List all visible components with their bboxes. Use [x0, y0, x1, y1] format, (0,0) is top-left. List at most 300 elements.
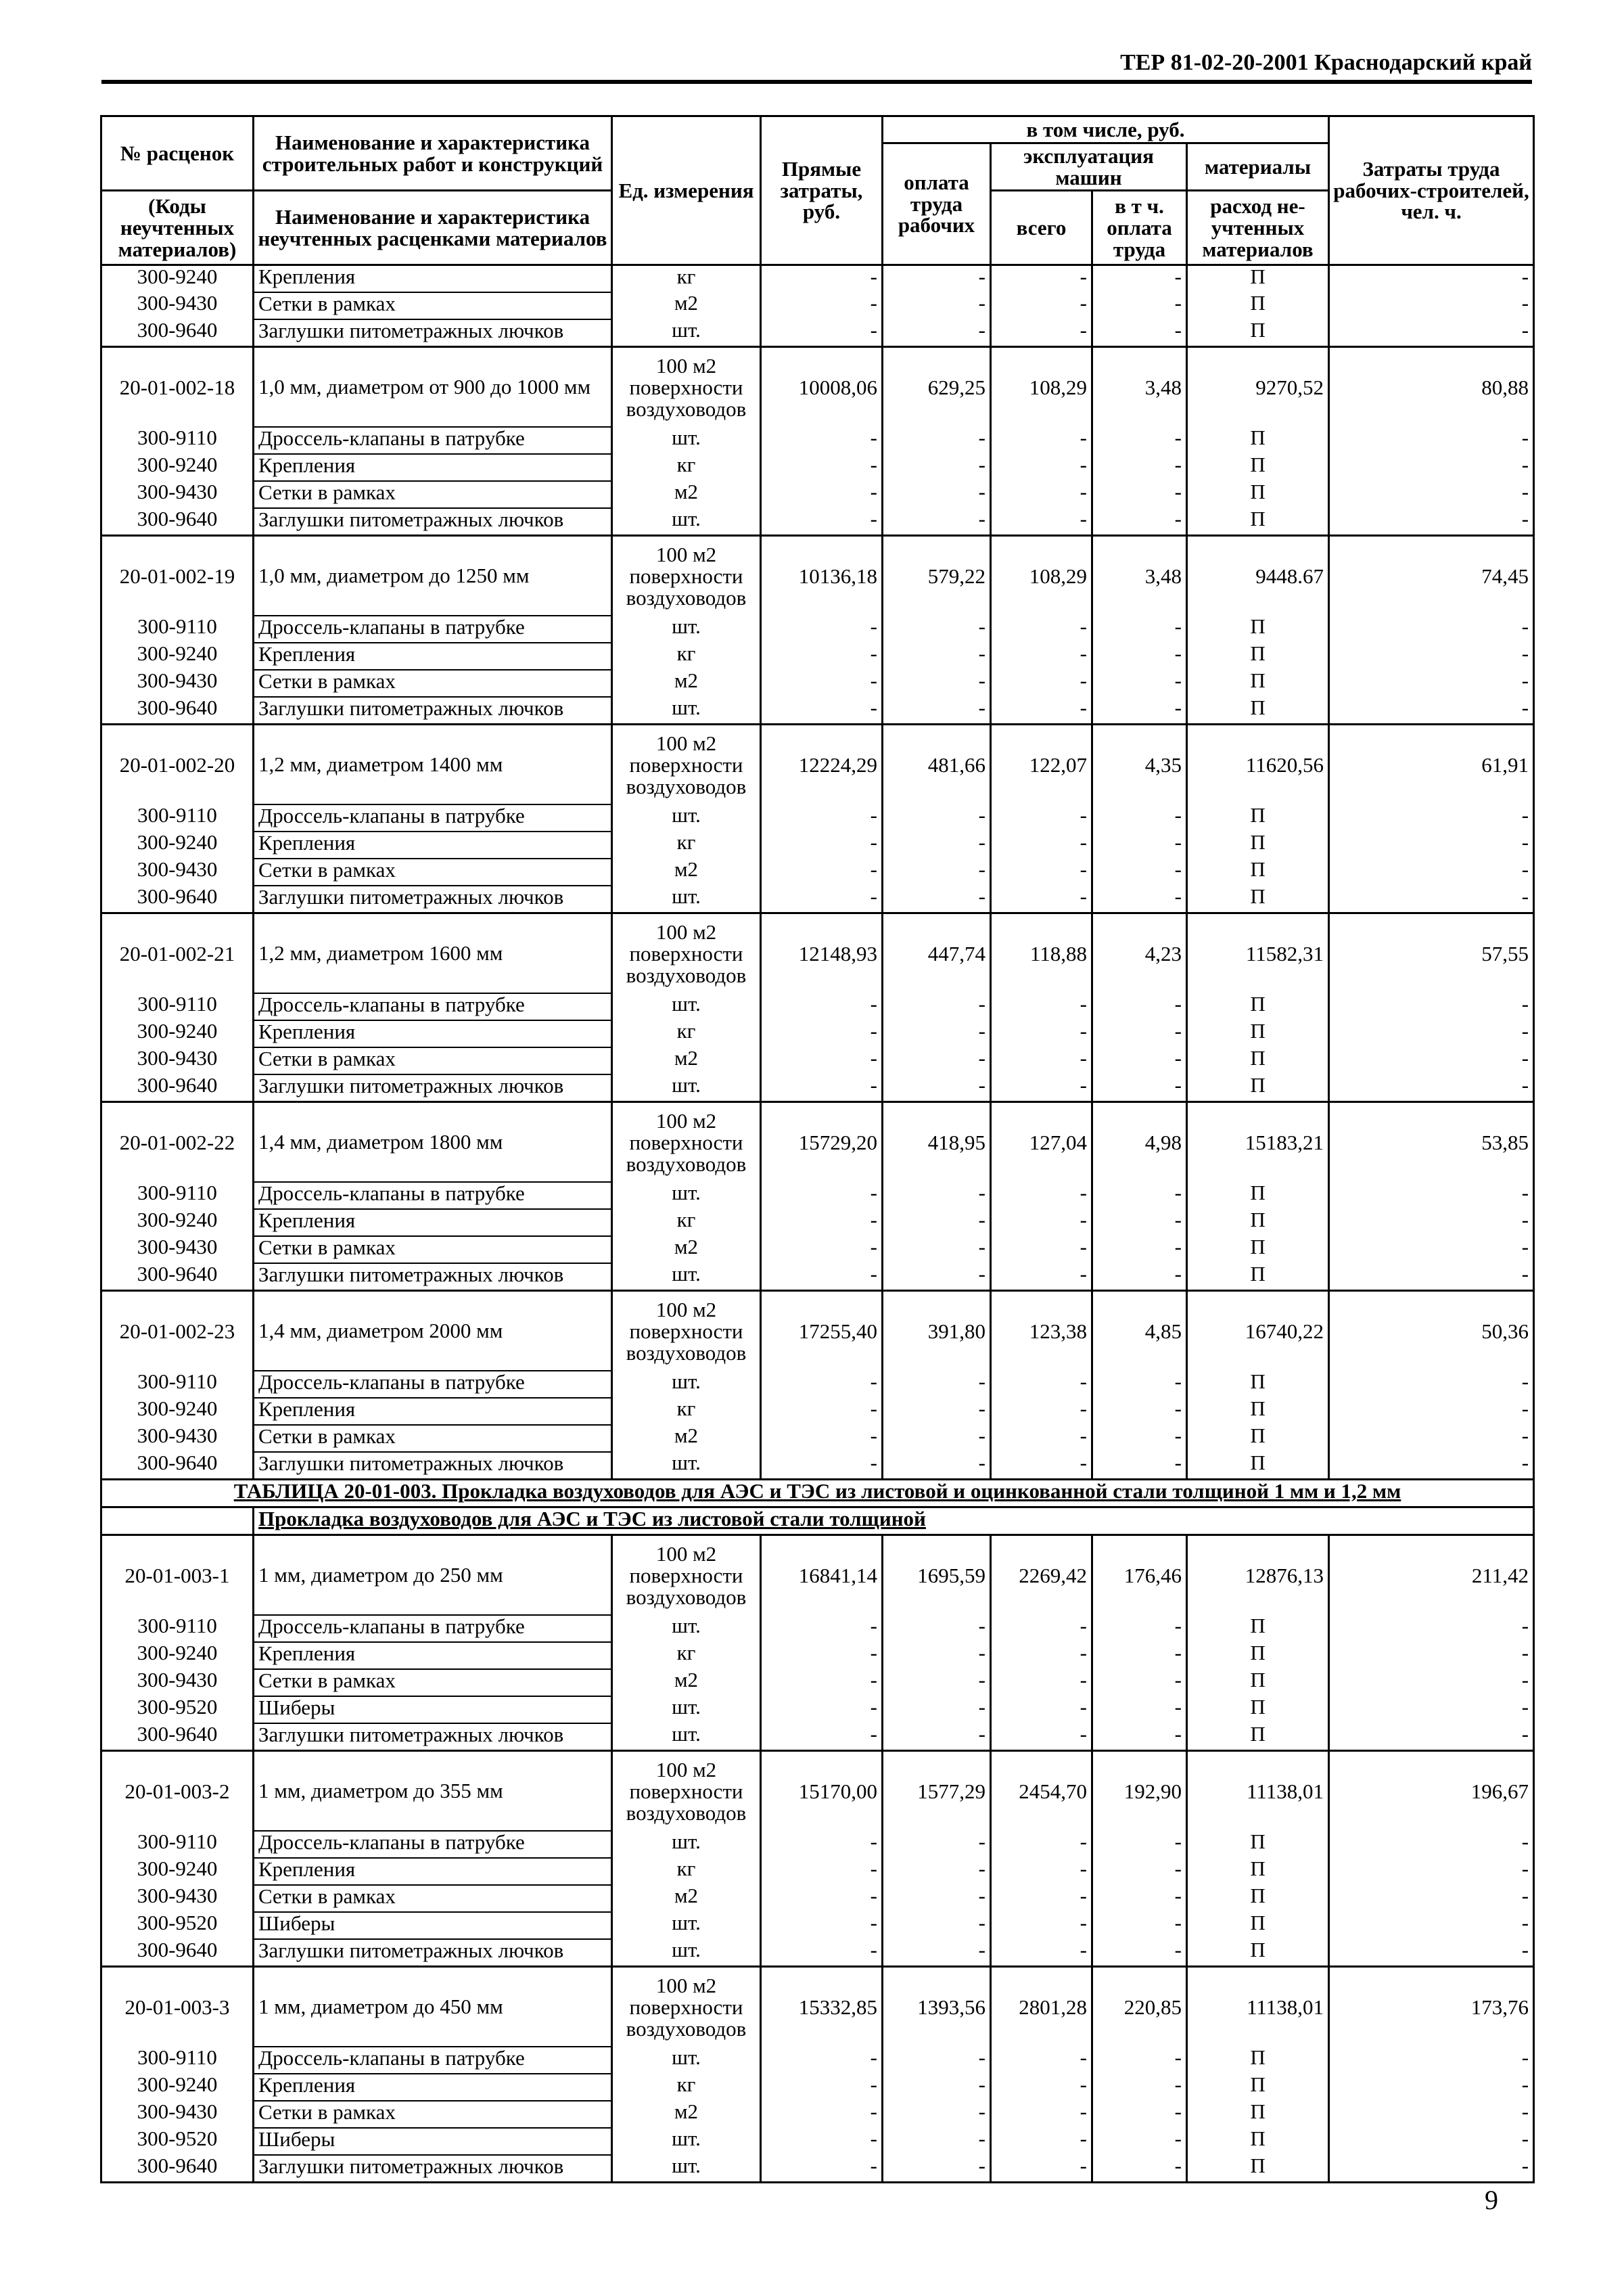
material-materials: П [1187, 2155, 1329, 2183]
material-labor: - [883, 1642, 991, 1669]
material-machines-incl: - [1092, 454, 1187, 481]
material-code: 300-9110 [101, 1182, 254, 1209]
material-code: 300-9640 [101, 2155, 254, 2183]
material-code: 300-9240 [101, 1209, 254, 1236]
rate-name: 1,4 мм, диаметром 1800 мм [254, 1102, 612, 1183]
material-direct: - [761, 859, 883, 886]
material-machines-incl: - [1092, 1723, 1187, 1751]
material-row [101, 993, 1534, 1020]
material-row [101, 697, 1534, 725]
material-row [101, 2101, 1534, 2128]
material-labor: - [883, 697, 991, 725]
material-name: Заглушки питометражных лючков [254, 1452, 612, 1480]
material-materials: П [1187, 1425, 1329, 1452]
material-workers: - [1329, 1047, 1534, 1074]
material-direct: - [761, 993, 883, 1020]
rate-materials: 15183,21 [1187, 1102, 1329, 1183]
material-materials: П [1187, 1642, 1329, 1669]
material-direct: - [761, 1885, 883, 1912]
material-machines-incl: - [1092, 2128, 1187, 2155]
material-labor: - [883, 1074, 991, 1102]
material-code: 300-9640 [101, 508, 254, 536]
material-row [101, 481, 1534, 508]
material-labor: - [883, 2128, 991, 2155]
material-labor: - [883, 1723, 991, 1751]
material-materials: П [1187, 1939, 1329, 1967]
material-direct: - [761, 427, 883, 454]
material-machines-total: - [991, 832, 1092, 859]
material-materials: П [1187, 454, 1329, 481]
material-unit: кг [612, 454, 761, 481]
material-machines-total: - [991, 2074, 1092, 2101]
material-machines-total: - [991, 697, 1092, 725]
material-unit: кг [612, 2074, 761, 2101]
material-labor: - [883, 1831, 991, 1858]
rate-machines-total: 108,29 [991, 347, 1092, 428]
material-name: Заглушки питометражных лючков [254, 2155, 612, 2183]
material-unit: кг [612, 1020, 761, 1047]
col-labor: оплата труда рабочих [883, 143, 991, 265]
material-row [101, 508, 1534, 536]
material-direct: - [761, 1642, 883, 1669]
table-body-1 [101, 265, 1534, 1480]
material-machines-incl: - [1092, 1209, 1187, 1236]
material-workers: - [1329, 292, 1534, 319]
material-materials: П [1187, 2047, 1329, 2074]
material-direct: - [761, 1074, 883, 1102]
material-name: Дроссель-клапаны в патрубке [254, 1371, 612, 1398]
material-materials: П [1187, 1047, 1329, 1074]
material-unit: кг [612, 1398, 761, 1425]
material-workers: - [1329, 1452, 1534, 1480]
section-title: Прокладка воздуховодов для АЭС и ТЭС из листовой стали толщиной [254, 1507, 1534, 1535]
material-direct: - [761, 481, 883, 508]
rate-workers: 173,76 [1329, 1967, 1534, 2047]
rate-code: 20-01-002-19 [101, 536, 254, 616]
material-row [101, 1236, 1534, 1263]
material-machines-total: - [991, 1885, 1092, 1912]
material-direct: - [761, 2074, 883, 2101]
rate-machines-total: 108,29 [991, 536, 1092, 616]
material-direct: - [761, 1236, 883, 1263]
material-direct: - [761, 616, 883, 643]
rate-machines-incl: 4,35 [1092, 725, 1187, 805]
rate-direct: 15729,20 [761, 1102, 883, 1183]
material-workers: - [1329, 1425, 1534, 1452]
material-unit: кг [612, 1858, 761, 1885]
material-code: 300-9640 [101, 1723, 254, 1751]
material-machines-incl: - [1092, 643, 1187, 670]
material-unit: кг [612, 1209, 761, 1236]
material-machines-incl: - [1092, 832, 1187, 859]
rate-row [101, 1535, 1534, 1616]
material-labor: - [883, 1047, 991, 1074]
material-workers: - [1329, 1371, 1534, 1398]
material-row [101, 886, 1534, 913]
material-labor: - [883, 292, 991, 319]
rate-row [101, 1102, 1534, 1183]
col-unit: Ед. измерения [612, 116, 761, 265]
material-labor: - [883, 319, 991, 347]
rate-materials: 16740,22 [1187, 1291, 1329, 1371]
material-row [101, 1939, 1534, 1967]
rate-unit: 100 м2 поверхности воздуховодов [612, 347, 761, 428]
material-unit: кг [612, 1642, 761, 1669]
material-machines-incl: - [1092, 1831, 1187, 1858]
material-labor: - [883, 481, 991, 508]
material-code: 300-9430 [101, 2101, 254, 2128]
material-name: Заглушки питометражных лючков [254, 1074, 612, 1102]
material-machines-incl: - [1092, 1696, 1187, 1723]
page-header [101, 49, 1532, 84]
material-row [101, 2128, 1534, 2155]
material-workers: - [1329, 1263, 1534, 1291]
material-row [101, 1615, 1534, 1642]
rate-workers: 74,45 [1329, 536, 1534, 616]
rate-materials: 11620,56 [1187, 725, 1329, 805]
material-row [101, 1425, 1534, 1452]
material-machines-total: - [991, 1425, 1092, 1452]
material-machines-total: - [991, 1236, 1092, 1263]
material-code: 300-9640 [101, 1074, 254, 1102]
material-workers: - [1329, 2128, 1534, 2155]
material-direct: - [761, 319, 883, 347]
material-machines-total: - [991, 1696, 1092, 1723]
material-direct: - [761, 265, 883, 293]
material-row [101, 319, 1534, 347]
material-unit: шт. [612, 1182, 761, 1209]
material-name: Сетки в рамках [254, 670, 612, 697]
material-machines-incl: - [1092, 1858, 1187, 1885]
rate-materials: 11138,01 [1187, 1751, 1329, 1832]
material-machines-total: - [991, 481, 1092, 508]
rate-machines-total: 118,88 [991, 913, 1092, 994]
material-workers: - [1329, 265, 1534, 293]
material-row [101, 1398, 1534, 1425]
rate-row [101, 1291, 1534, 1371]
material-machines-total: - [991, 886, 1092, 913]
material-name: Дроссель-клапаны в патрубке [254, 1182, 612, 1209]
material-code: 300-9110 [101, 616, 254, 643]
material-machines-incl: - [1092, 1452, 1187, 1480]
material-code: 300-9110 [101, 1615, 254, 1642]
material-labor: - [883, 1452, 991, 1480]
material-unit: шт. [612, 1723, 761, 1751]
material-code: 300-9430 [101, 859, 254, 886]
material-direct: - [761, 1615, 883, 1642]
material-direct: - [761, 1209, 883, 1236]
material-code: 300-9240 [101, 1020, 254, 1047]
material-direct: - [761, 1020, 883, 1047]
material-workers: - [1329, 1885, 1534, 1912]
material-code: 300-9240 [101, 1398, 254, 1425]
material-machines-total: - [991, 993, 1092, 1020]
material-labor: - [883, 993, 991, 1020]
material-code: 300-9640 [101, 1452, 254, 1480]
material-materials: П [1187, 427, 1329, 454]
material-direct: - [761, 2155, 883, 2183]
material-code: 300-9110 [101, 1371, 254, 1398]
material-materials: П [1187, 1831, 1329, 1858]
material-unit: шт. [612, 616, 761, 643]
rate-labor: 579,22 [883, 536, 991, 616]
rate-machines-incl: 176,46 [1092, 1535, 1187, 1616]
material-name: Сетки в рамках [254, 1425, 612, 1452]
material-machines-total: - [991, 319, 1092, 347]
material-unit: шт. [612, 2128, 761, 2155]
material-code: 300-9110 [101, 427, 254, 454]
material-row [101, 616, 1534, 643]
material-workers: - [1329, 697, 1534, 725]
material-workers: - [1329, 1209, 1534, 1236]
col-workers: Затраты труда рабочих-строителей, чел. ч. [1329, 116, 1534, 265]
rate-workers: 80,88 [1329, 347, 1534, 428]
material-machines-total: - [991, 292, 1092, 319]
material-name: Крепления [254, 265, 612, 293]
material-code: 300-9520 [101, 2128, 254, 2155]
rate-workers: 50,36 [1329, 1291, 1534, 1371]
material-machines-total: - [991, 1182, 1092, 1209]
material-workers: - [1329, 1858, 1534, 1885]
material-direct: - [761, 832, 883, 859]
material-labor: - [883, 508, 991, 536]
material-name: Крепления [254, 1642, 612, 1669]
material-machines-incl: - [1092, 1020, 1187, 1047]
material-machines-total: - [991, 427, 1092, 454]
material-code: 300-9640 [101, 1939, 254, 1967]
material-labor: - [883, 2047, 991, 2074]
rate-materials: 11138,01 [1187, 1967, 1329, 2047]
rate-code: 20-01-002-18 [101, 347, 254, 428]
rate-workers: 61,91 [1329, 725, 1534, 805]
rate-machines-incl: 192,90 [1092, 1751, 1187, 1832]
rate-row [101, 913, 1534, 994]
material-materials: П [1187, 993, 1329, 1020]
rate-code: 20-01-003-1 [101, 1535, 254, 1616]
material-materials: П [1187, 832, 1329, 859]
material-row [101, 427, 1534, 454]
rate-materials: 9448.67 [1187, 536, 1329, 616]
material-materials: П [1187, 859, 1329, 886]
material-unit: шт. [612, 1074, 761, 1102]
material-materials: П [1187, 1398, 1329, 1425]
material-machines-incl: - [1092, 2155, 1187, 2183]
material-materials: П [1187, 481, 1329, 508]
material-machines-total: - [991, 1452, 1092, 1480]
material-row [101, 2047, 1534, 2074]
material-workers: - [1329, 1912, 1534, 1939]
material-direct: - [761, 2128, 883, 2155]
material-machines-incl: - [1092, 319, 1187, 347]
material-name: Крепления [254, 1020, 612, 1047]
material-row [101, 1831, 1534, 1858]
material-machines-total: - [991, 508, 1092, 536]
rate-name: 1,2 мм, диаметром 1600 мм [254, 913, 612, 994]
material-labor: - [883, 1263, 991, 1291]
material-code: 300-9640 [101, 886, 254, 913]
material-direct: - [761, 2047, 883, 2074]
section-title-spacer [101, 1507, 254, 1535]
rate-row [101, 725, 1534, 805]
material-labor: - [883, 1885, 991, 1912]
rate-direct: 12224,29 [761, 725, 883, 805]
rate-code: 20-01-002-21 [101, 913, 254, 994]
rate-row [101, 536, 1534, 616]
material-machines-total: - [991, 643, 1092, 670]
material-workers: - [1329, 616, 1534, 643]
table-header [101, 116, 1534, 265]
material-machines-incl: - [1092, 993, 1187, 1020]
material-machines-incl: - [1092, 1912, 1187, 1939]
material-row [101, 292, 1534, 319]
material-labor: - [883, 2074, 991, 2101]
material-row [101, 1885, 1534, 1912]
material-labor: - [883, 804, 991, 832]
rate-name: 1 мм, диаметром до 250 мм [254, 1535, 612, 1616]
material-materials: П [1187, 670, 1329, 697]
material-direct: - [761, 1182, 883, 1209]
material-workers: - [1329, 859, 1534, 886]
material-labor: - [883, 1858, 991, 1885]
rate-machines-incl: 3,48 [1092, 536, 1187, 616]
material-unit: кг [612, 265, 761, 293]
material-machines-incl: - [1092, 886, 1187, 913]
material-machines-total: - [991, 859, 1092, 886]
material-code: 300-9110 [101, 993, 254, 1020]
material-code: 300-9430 [101, 1425, 254, 1452]
material-direct: - [761, 670, 883, 697]
material-direct: - [761, 2101, 883, 2128]
material-machines-incl: - [1092, 1236, 1187, 1263]
material-labor: - [883, 427, 991, 454]
material-materials: П [1187, 1074, 1329, 1102]
material-unit: шт. [612, 2047, 761, 2074]
material-materials: П [1187, 1371, 1329, 1398]
material-workers: - [1329, 1831, 1534, 1858]
material-code: 300-9240 [101, 1642, 254, 1669]
material-labor: - [883, 1182, 991, 1209]
col-machines-total: всего [991, 191, 1092, 265]
material-name: Дроссель-клапаны в патрубке [254, 804, 612, 832]
material-materials: П [1187, 1182, 1329, 1209]
material-code: 300-9110 [101, 1831, 254, 1858]
rate-direct: 10008,06 [761, 347, 883, 428]
material-code: 300-9430 [101, 1885, 254, 1912]
material-materials: П [1187, 886, 1329, 913]
material-code: 300-9520 [101, 1912, 254, 1939]
material-unit: м2 [612, 2101, 761, 2128]
material-code: 300-9430 [101, 1047, 254, 1074]
material-labor: - [883, 2155, 991, 2183]
col-code-top: № расценок [101, 116, 254, 191]
material-name: Заглушки питометражных лючков [254, 697, 612, 725]
col-direct: Прямые затраты, руб. [761, 116, 883, 265]
material-name: Заглушки питометражных лючков [254, 1263, 612, 1291]
rate-workers: 211,42 [1329, 1535, 1534, 1616]
material-name: Крепления [254, 2074, 612, 2101]
material-unit: шт. [612, 1615, 761, 1642]
material-machines-total: - [991, 1615, 1092, 1642]
material-labor: - [883, 1398, 991, 1425]
material-unit: м2 [612, 670, 761, 697]
material-machines-incl: - [1092, 508, 1187, 536]
material-machines-total: - [991, 804, 1092, 832]
material-unit: шт. [612, 1263, 761, 1291]
material-name: Сетки в рамках [254, 1047, 612, 1074]
material-code: 300-9240 [101, 643, 254, 670]
material-name: Шиберы [254, 1912, 612, 1939]
material-direct: - [761, 1047, 883, 1074]
rate-machines-total: 2269,42 [991, 1535, 1092, 1616]
material-materials: П [1187, 292, 1329, 319]
material-materials: П [1187, 508, 1329, 536]
material-labor: - [883, 2101, 991, 2128]
material-unit: м2 [612, 1425, 761, 1452]
material-unit: шт. [612, 1939, 761, 1967]
rate-direct: 15332,85 [761, 1967, 883, 2047]
material-labor: - [883, 1939, 991, 1967]
material-machines-total: - [991, 1858, 1092, 1885]
material-code: 300-9430 [101, 670, 254, 697]
rate-materials: 11582,31 [1187, 913, 1329, 994]
material-direct: - [761, 643, 883, 670]
rate-labor: 391,80 [883, 1291, 991, 1371]
rate-machines-incl: 3,48 [1092, 347, 1187, 428]
material-materials: П [1187, 2074, 1329, 2101]
material-machines-incl: - [1092, 2047, 1187, 2074]
material-unit: шт. [612, 2155, 761, 2183]
material-workers: - [1329, 1939, 1534, 1967]
material-workers: - [1329, 1236, 1534, 1263]
col-name-top: Наименование и характеристика строительных работ и конструкций [254, 116, 612, 191]
col-machines-incl: в т ч. оплата труда [1092, 191, 1187, 265]
material-code: 300-9640 [101, 319, 254, 347]
material-direct: - [761, 454, 883, 481]
material-workers: - [1329, 2101, 1534, 2128]
material-machines-total: - [991, 2155, 1092, 2183]
rate-row [101, 1967, 1534, 2047]
material-machines-total: - [991, 1047, 1092, 1074]
material-name: Заглушки питометражных лючков [254, 1939, 612, 1967]
rate-labor: 418,95 [883, 1102, 991, 1183]
material-machines-total: - [991, 1831, 1092, 1858]
material-machines-total: - [991, 1912, 1092, 1939]
material-labor: - [883, 670, 991, 697]
material-materials: П [1187, 1020, 1329, 1047]
material-materials: П [1187, 1858, 1329, 1885]
material-machines-total: - [991, 1723, 1092, 1751]
material-machines-incl: - [1092, 1642, 1187, 1669]
material-materials: П [1187, 804, 1329, 832]
material-row [101, 1669, 1534, 1696]
material-workers: - [1329, 2155, 1534, 2183]
material-row [101, 1263, 1534, 1291]
material-workers: - [1329, 2074, 1534, 2101]
material-direct: - [761, 1858, 883, 1885]
rate-code: 20-01-002-20 [101, 725, 254, 805]
rate-labor: 1577,29 [883, 1751, 991, 1832]
material-code: 300-9110 [101, 2047, 254, 2074]
material-materials: П [1187, 2101, 1329, 2128]
material-workers: - [1329, 643, 1534, 670]
material-direct: - [761, 1912, 883, 1939]
rate-name: 1,4 мм, диаметром 2000 мм [254, 1291, 612, 1371]
material-machines-incl: - [1092, 670, 1187, 697]
rate-row [101, 347, 1534, 428]
material-materials: П [1187, 1452, 1329, 1480]
rate-name: 1,0 мм, диаметром от 900 до 1000 мм [254, 347, 612, 428]
material-machines-incl: - [1092, 481, 1187, 508]
